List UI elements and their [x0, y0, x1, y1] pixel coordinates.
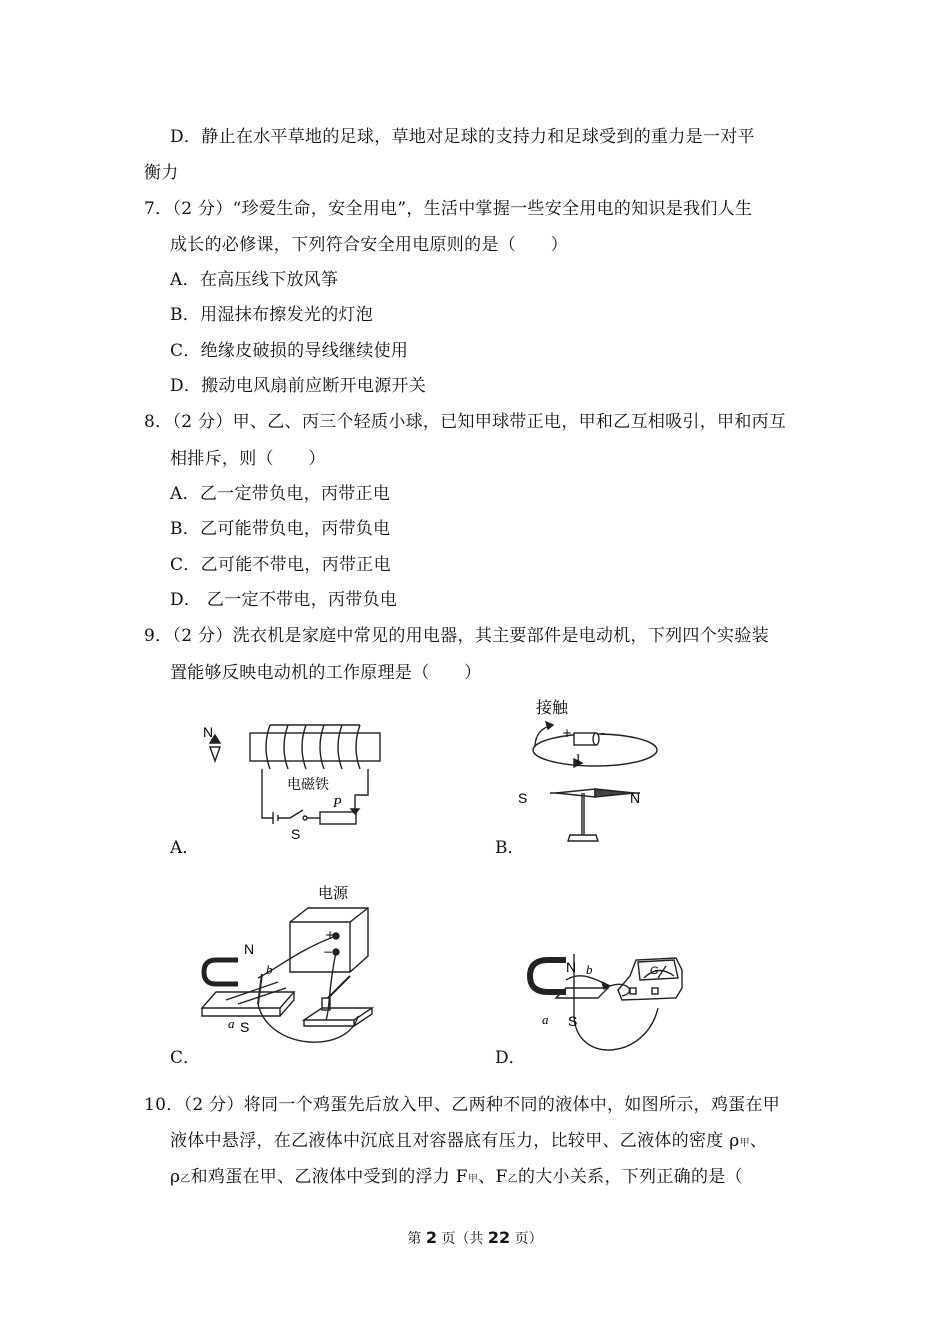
- label-contact: 接触: [536, 698, 569, 717]
- q9-option-b-label: B．: [495, 838, 525, 858]
- label-s: S: [240, 1019, 250, 1035]
- q8-stem-line2: 相排斥，则（ ）: [170, 449, 326, 469]
- wire-right: [355, 769, 368, 813]
- q8-option-b: B．乙可能带负电，丙带负电: [170, 519, 391, 539]
- label-n: N: [630, 790, 641, 806]
- q10-stem-line3: ρ乙和鸡蛋在甲、乙液体中受到的浮力 F甲、F乙的大小关系，下列正确的是（: [170, 1167, 743, 1187]
- label-g: G: [650, 965, 659, 977]
- u-magnet: [530, 960, 566, 992]
- q6-option-d-line2: 衡力: [144, 163, 179, 183]
- q9-stem-line1: 9．（2 分）洗衣机是家庭中常见的用电器，其主要部件是电动机，下列四个实验装: [144, 626, 769, 646]
- stand-base: [568, 835, 598, 841]
- coil-windings: [266, 725, 360, 769]
- switch-base: [304, 1008, 372, 1020]
- q9-option-a-label: A．: [170, 838, 200, 858]
- label-plus: +: [325, 928, 336, 942]
- q9-stem-line2: 置能够反映电动机的工作原理是（ ）: [170, 663, 482, 683]
- compass-needle-south: [210, 747, 220, 761]
- label-s: S: [568, 1013, 578, 1029]
- wire-loop: [258, 1004, 358, 1042]
- label-power: 电源: [318, 884, 349, 902]
- label-s: S: [518, 790, 528, 806]
- diagram-a-electromagnet: [195, 715, 385, 845]
- label-n: N: [244, 941, 255, 957]
- q9-option-c-label: C．: [170, 1048, 201, 1068]
- page-footer: 第 2 页（共 22 页）: [407, 1228, 543, 1247]
- q8-option-d: D． 乙一定不带电，丙带负电: [170, 590, 398, 610]
- label-n: N: [203, 724, 214, 740]
- q10-stem-line1: 10．（2 分）将同一个鸡蛋先后放入甲、乙两种不同的液体中，如图所示，鸡蛋在甲: [144, 1095, 781, 1115]
- label-n: N: [566, 959, 577, 975]
- q7-stem-line2: 成长的必修课，下列符合安全用电原则的是（ ）: [170, 235, 568, 255]
- label-minus: -: [601, 726, 606, 740]
- diagram-c-motor: [198, 880, 398, 1055]
- label-b: b: [586, 962, 593, 977]
- q7-option-d: D．搬动电风扇前应断开电源开关: [170, 376, 427, 396]
- label-p: P: [333, 796, 342, 811]
- wire-loop: [574, 1008, 658, 1050]
- label-electromagnet: 电磁铁: [287, 777, 329, 793]
- needle-north: [595, 789, 634, 797]
- q7-option-c: C．绝缘皮破损的导线继续使用: [170, 341, 409, 361]
- rheostat: [320, 812, 356, 824]
- q10-stem-line2: 液体中悬浮，在乙液体中沉底且对容器底有压力，比较甲、乙液体的密度 ρ甲、: [170, 1131, 768, 1151]
- label-minus: −: [323, 945, 334, 959]
- q8-option-c: C．乙可能不带电，丙带正电: [170, 555, 391, 575]
- wire-left: [262, 769, 273, 818]
- diagram-b-oersted: [510, 695, 680, 845]
- q7-option-a: A．在高压线下放风筝: [170, 270, 339, 290]
- label-a: a: [542, 1012, 549, 1027]
- label-s: S: [291, 826, 301, 842]
- label-b: b: [266, 962, 273, 977]
- page-total: 22: [487, 1228, 511, 1247]
- iron-core: [250, 733, 380, 761]
- page-number: 2: [425, 1228, 437, 1247]
- q7-stem-line1: 7．（2 分）“珍爱生命，安全用电”，生活中掌握一些安全用电的知识是我们人生: [144, 199, 753, 219]
- u-magnet: [204, 960, 238, 984]
- label-plus: +: [562, 726, 573, 740]
- q8-stem-line1: 8．（2 分）甲、乙、丙三个轻质小球，已知甲球带正电，甲和乙互相吸引，甲和丙互: [144, 412, 787, 432]
- diagram-d-induction: [526, 950, 706, 1060]
- label-a: a: [228, 1016, 235, 1031]
- label-current: I: [576, 751, 581, 766]
- needle-south: [556, 789, 595, 797]
- q6-option-d-line1: D．静止在水平草地的足球，草地对足球的支持力和足球受到的重力是一对平: [170, 127, 755, 147]
- q7-option-b: B．用湿抹布擦发光的灯泡: [170, 305, 374, 325]
- q9-option-d-label: D．: [495, 1048, 526, 1068]
- q8-option-a: A．乙一定带负电，丙带正电: [170, 484, 391, 504]
- switch: [278, 810, 303, 818]
